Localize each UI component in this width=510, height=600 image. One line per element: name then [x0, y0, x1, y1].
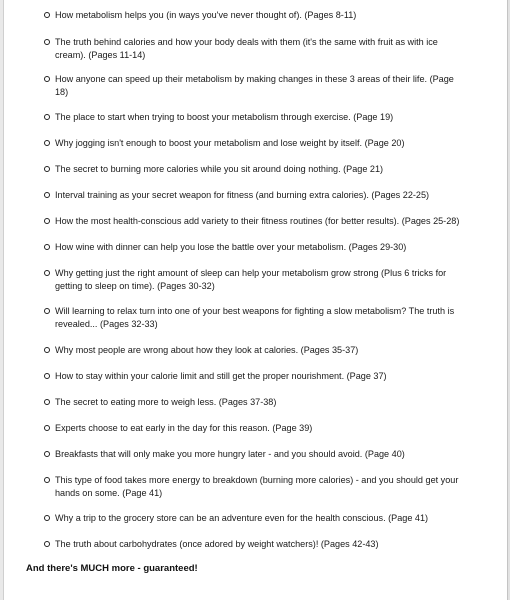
list-item	[55, 474, 465, 500]
circle-bullet-icon	[44, 140, 50, 146]
list-item	[55, 241, 465, 254]
list-item	[55, 111, 465, 124]
list-item-text: How wine with dinner can help you lose the battle over your metabolism. (Pages 29-30)	[55, 242, 407, 252]
list-item	[55, 396, 465, 409]
list-item-text: How metabolism helps you (in ways you've never thought of). (Pages 8-11)	[55, 10, 357, 20]
circle-bullet-icon	[44, 76, 50, 82]
list-item	[55, 36, 465, 62]
list-item	[55, 267, 465, 293]
circle-bullet-icon	[44, 451, 50, 457]
circle-bullet-icon	[44, 308, 50, 314]
circle-bullet-icon	[44, 373, 50, 379]
circle-bullet-icon	[44, 12, 50, 18]
list-item	[55, 189, 465, 202]
circle-bullet-icon	[44, 399, 50, 405]
list-item-text: This type of food takes more energy to breakdown (burning more calories) - and you should get your hands on some. (Page 41)	[55, 475, 459, 498]
circle-bullet-icon	[44, 425, 50, 431]
list-item-text: Why jogging isn't enough to boost your metabolism and lose weight by itself. (Page 20)	[55, 138, 405, 148]
list-item	[55, 163, 465, 176]
list-item-text: Interval training as your secret weapon for fitness (and burning extra calories). (Pages 22-25)	[55, 190, 430, 200]
list-item	[55, 538, 465, 551]
list-item-text: How to stay within your calorie limit and still get the proper nourishment. (Page 37)	[55, 371, 387, 381]
list-item	[55, 215, 465, 228]
circle-bullet-icon	[44, 39, 50, 45]
circle-bullet-icon	[44, 270, 50, 276]
circle-bullet-icon	[44, 515, 50, 521]
list-item-text: The secret to eating more to weigh less. (Pages 37-38)	[55, 397, 277, 407]
list-item	[55, 370, 465, 383]
list-item-text: The truth about carbohydrates (once adored by weight watchers)! (Pages 42-43)	[55, 539, 379, 549]
list-item	[55, 512, 465, 525]
list-item	[55, 422, 465, 435]
list-item-text: Breakfasts that will only make you more hungry later - and you should avoid. (Page 40)	[55, 449, 405, 459]
list-item	[55, 344, 465, 357]
circle-bullet-icon	[44, 166, 50, 172]
circle-bullet-icon	[44, 244, 50, 250]
list-item-text: How anyone can speed up their metabolism by making changes in these 3 areas of their life. (Page 18)	[55, 74, 454, 97]
list-item	[55, 305, 465, 331]
list-item-text: Experts choose to eat early in the day for this reason. (Page 39)	[55, 423, 313, 433]
closing-statement: And there's MUCH more - guaranteed!	[26, 563, 198, 574]
list-item	[55, 448, 465, 461]
list-item	[55, 73, 465, 99]
list-item-text: The secret to burning more calories while you sit around doing nothing. (Page 21)	[55, 164, 384, 174]
circle-bullet-icon	[44, 347, 50, 353]
circle-bullet-icon	[44, 541, 50, 547]
list-item	[55, 9, 465, 22]
list-item-text: How the most health-conscious add variety to their fitness routines (for better results). (Pages 25-28)	[55, 216, 460, 226]
list-item-text: Why a trip to the grocery store can be an adventure even for the health conscious. (Page 41)	[55, 513, 429, 523]
circle-bullet-icon	[44, 192, 50, 198]
list-item-text: Why most people are wrong about how they look at calories. (Pages 35-37)	[55, 345, 359, 355]
circle-bullet-icon	[44, 218, 50, 224]
circle-bullet-icon	[44, 114, 50, 120]
list-item-text: The place to start when trying to boost your metabolism through exercise. (Page 19)	[55, 112, 394, 122]
list-item-text: Why getting just the right amount of sleep can help your metabolism grow strong (Plus 6 tricks for getting to sleep on time). (Pages 30-32)	[55, 268, 447, 291]
list-item	[55, 137, 465, 150]
circle-bullet-icon	[44, 477, 50, 483]
list-item-text: Will learning to relax turn into one of your best weapons for fighting a slow metabolism? The truth is revealed... (Pages 32-33)	[55, 306, 455, 329]
list-item-text: The truth behind calories and how your body deals with them (it's the same with fruit as with ice cream). (Pages 11-14)	[55, 37, 438, 60]
